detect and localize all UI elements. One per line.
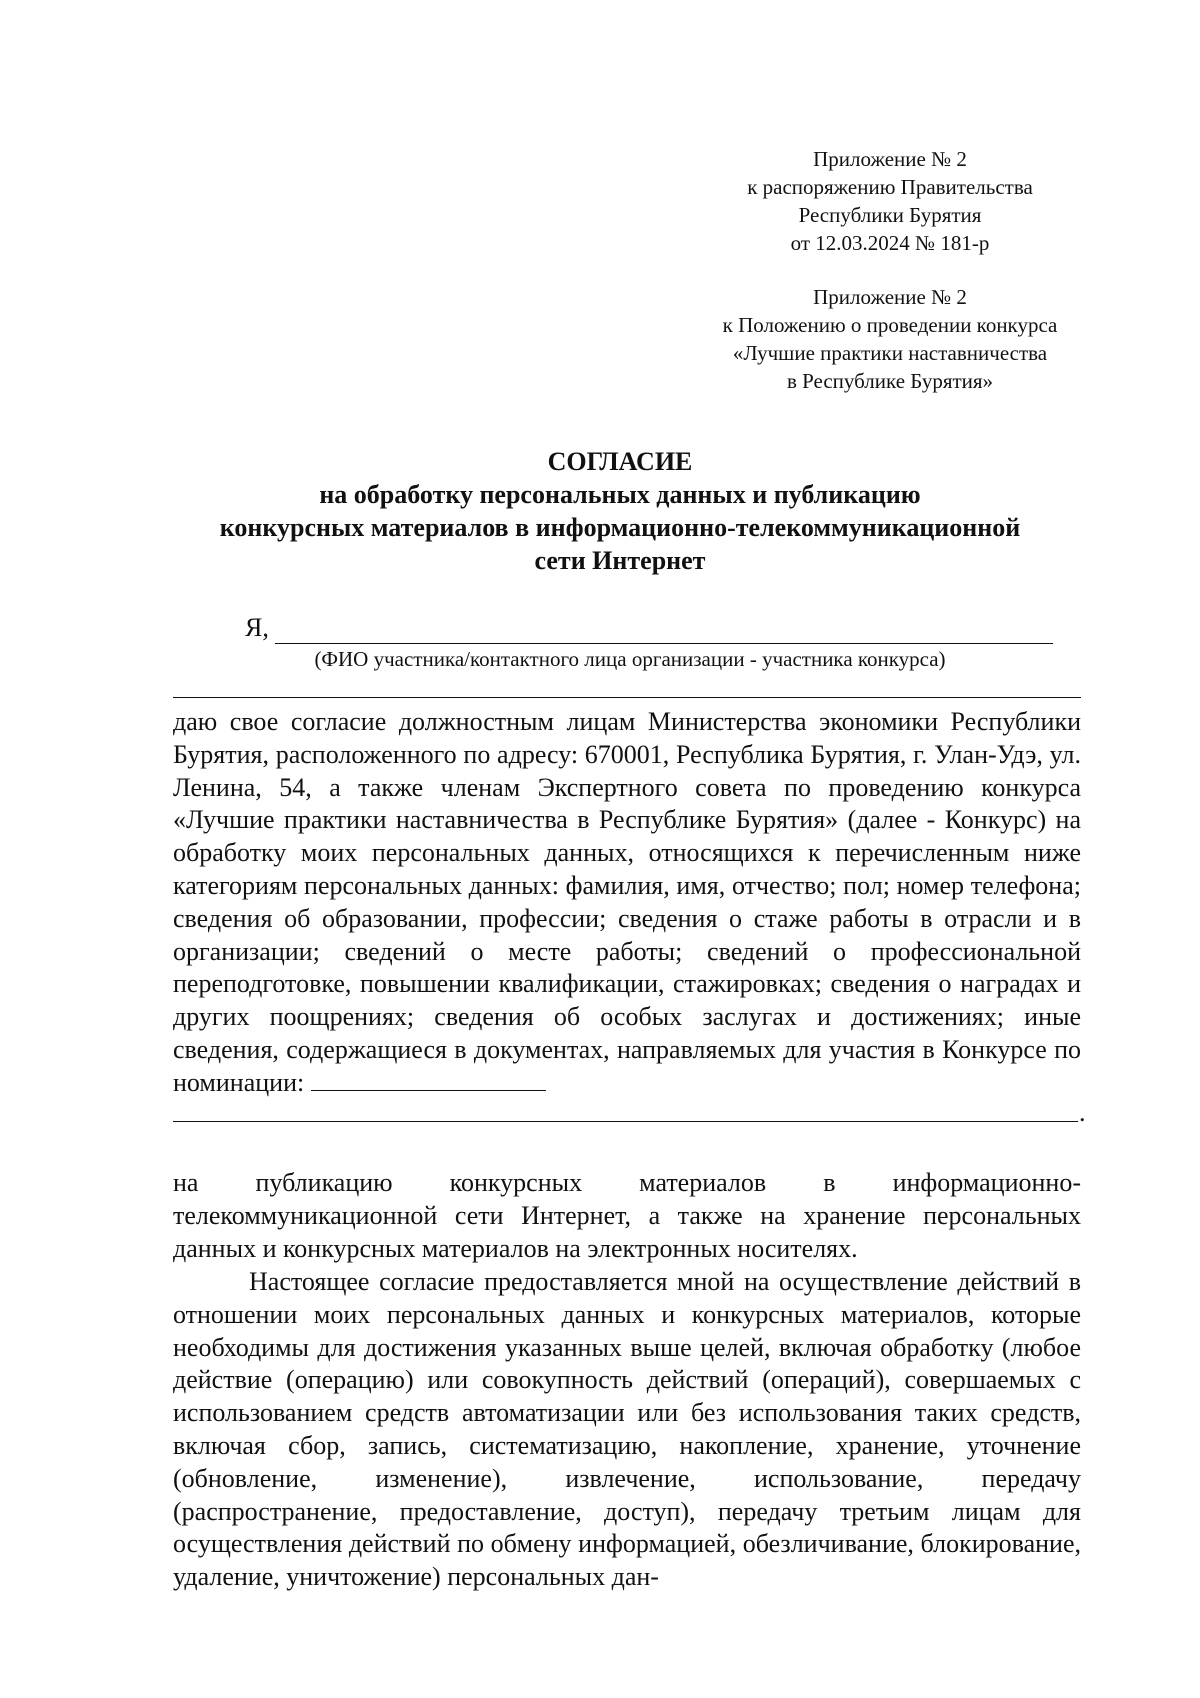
actions-paragraph: Настоящее согласие предоставляется мной на осуществление действий в отношении моих персональных данных и конкурсных материалов, которые необходимы для достижения указанных выше целей, включая обработку (любое действие (операцию) или совокупность действий (операций), совершаемых с использованием средств автоматизации или без использования таких средств, включая сбор, запись, систематизацию, накопление, хранение, уточнение (обновление, изменение), извлечение, использование, передачу (распространение, предоставление, доступ), передачу третьим лицам для осуществления действий по обмену информацией, обезличивание, блокирование, удаление, уничтожение) персональных дан- xyxy=(173,1267,1081,1592)
header-2-line-1: Приложение № 2 xyxy=(813,285,967,309)
ya-label: Я, xyxy=(245,613,269,642)
appendix-header-1 xyxy=(690,145,1090,257)
fio-caption: (ФИО участника/контактного лица организации - участника конкурса) xyxy=(314,647,946,671)
header-1-line-3: Республики Бурятия xyxy=(798,203,982,227)
document-title xyxy=(160,445,1080,577)
consent-paragraph xyxy=(173,706,1081,1100)
fio-blank-2[interactable] xyxy=(503,617,1053,644)
header-1-line-4: от 12.03.2024 № 181-р xyxy=(790,231,990,255)
nomination-blank[interactable] xyxy=(311,1068,546,1091)
appendix-header-2 xyxy=(690,283,1090,395)
header-1-line-2: к распоряжению Правительства xyxy=(747,175,1033,199)
header-1-line-1: Приложение № 2 xyxy=(813,147,967,171)
publication-paragraph: на публикацию конкурсных материалов в информационно-телекоммуникационной сети Интернет, а также на хранение персональных данных и конкурсных материалов на электронных носителях. xyxy=(173,1168,1081,1263)
consent-main-text: даю свое согласие должностным лицам Министерства экономики Республики Бурятия, расположенного по адресу: 670001, Республика Бурятия, г. Улан-Удэ, ул. Ленина, 54, а также членам Экспертного совета по проведению конкурса «Лучшие практики наставничества в Республике Бурятия» (далее - Конкурс) на обработку моих персональных данных, относящихся к перечисленным ниже категориям персональных данных: фамилия, имя, отчество; пол; номер телефона; сведения об образовании, профессии; сведения о стаже работы в отрасли и в организации; сведений о месте работы; сведений о профессиональной переподготовке, повышении квалификации, стажировках; сведения о наградах и других поощрениях; сведения об особых заслугах и достижениях; иные сведения, содержащиеся в документах, направляемых для участия в Конкурсе по номинации: xyxy=(173,707,1081,1097)
title-line-3: конкурсных материалов в информационно-телекоммуникационной xyxy=(219,513,1021,542)
title-line-4: сети Интернет xyxy=(534,546,706,575)
header-2-line-4: в Республике Бурятия» xyxy=(786,369,994,393)
end-dot: . xyxy=(1079,1098,1086,1127)
nomination-continuation-blank[interactable] xyxy=(173,1121,1078,1122)
fio-field-row xyxy=(245,612,1053,644)
fio-continuation-blank[interactable] xyxy=(173,697,1081,698)
fio-blank-1[interactable] xyxy=(275,617,503,644)
header-2-line-2: к Положению о проведении конкурса xyxy=(722,313,1058,337)
header-2-line-3: «Лучшие практики наставничества xyxy=(732,341,1048,365)
title-main: СОГЛАСИЕ xyxy=(547,447,693,476)
title-line-2: на обработку персональных данных и публикацию xyxy=(319,480,921,509)
